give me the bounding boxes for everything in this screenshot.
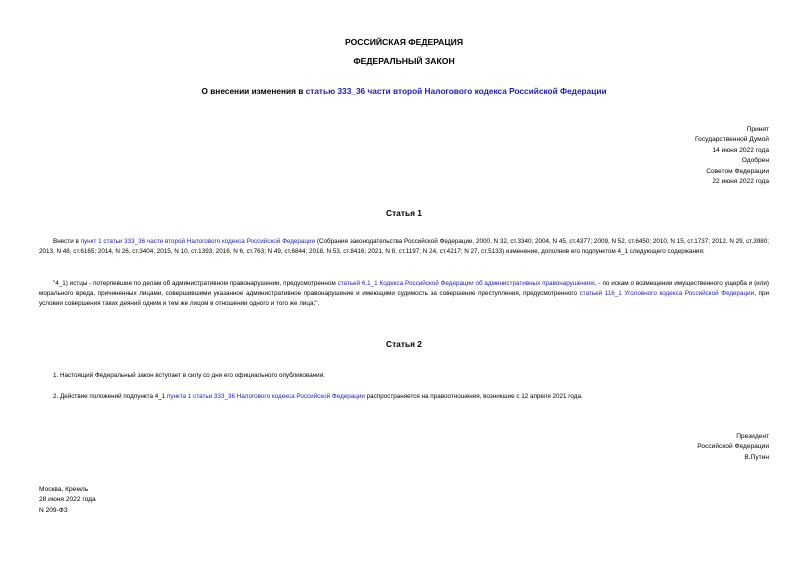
- paragraph-text: , при условии совершения таких деяний одним и тем же лицом в отношении одного и того же лица;".: [39, 289, 769, 307]
- paragraph-text: , - по искам о возмещении имущественного ущерба и (или) морального вреда, причиненных лицами, совершившими указанное административное правонарушение и имеющими судимость за совершение преступления, предусмотренного: [39, 280, 769, 297]
- adoption-line: 14 июня 2022 года: [712, 146, 769, 154]
- signer-line: Президент: [736, 433, 769, 440]
- adoption-line: Принят: [746, 126, 769, 133]
- criminal-code-link[interactable]: статьей 116_1 Уголовного кодекса Российской Федерации: [579, 289, 755, 297]
- title-article-link[interactable]: статью 333_36 части второй Налогового кодекса Российской Федерации: [305, 86, 607, 96]
- adoption-line: Одобрен: [741, 157, 769, 165]
- article-1-heading: Статья 1: [386, 208, 422, 218]
- document-country: РОССИЙСКАЯ ФЕДЕРАЦИЯ: [344, 37, 464, 47]
- document-law-type: ФЕДЕРАЛЬНЫЙ ЗАКОН: [353, 56, 455, 66]
- article-1-paragraph-2: [39, 279, 769, 308]
- article-2-paragraph-2: [39, 392, 769, 402]
- signer-line: Российской Федерации: [697, 443, 769, 451]
- date-line: 28 июня 2022 года: [39, 496, 96, 504]
- adoption-line: Советом Федерации: [706, 167, 769, 175]
- adoption-block: [695, 125, 769, 187]
- place-date-block: [39, 485, 96, 516]
- paragraph-text: распространяется на правоотношения, возникшие с 12 апреля 2021 года.: [364, 393, 583, 400]
- tax-code-article-link[interactable]: пункта 1 статьи 333_36 Налогового кодекса Российской Федерации: [167, 393, 365, 400]
- document-title-prefix: О внесении изменения в: [201, 86, 306, 96]
- adoption-line: Государственной Думой: [695, 136, 769, 144]
- adoption-line: 22 июня 2022 года: [712, 178, 769, 186]
- tax-code-clause-link[interactable]: пункт 1 статьи 333_36 части второй Налогового кодекса Российской Федерации: [80, 238, 316, 245]
- paragraph-text: (Собрание законодательства Российской Федерации, 2000, N 32, ст.3340; 2004, N 45, ст.4377; 2009, N 52, ст.6450; 2010, N 15, ст.1737; 2012, N 29, ст.3980; 2013, N 48, ст.6165; 2014, N 26, ст.3404; 2015, N 10, ст.1393; 2016, N 6, ст.763; N 49, ст.6844; 2018, N 53, ст.8416; 2021, N 8, ст.1197; N 24, ст.4217; N 27, ст.5133) изменение, дополнив его подпунктом 4_1 следующего содержания:: [39, 238, 769, 255]
- article-2-paragraph-1: 1. Настоящий Федеральный закон вступает в силу со дня его официального опубликования.: [53, 372, 325, 379]
- article-2-heading: Статья 2: [386, 339, 422, 349]
- signer-block: [697, 432, 769, 463]
- paragraph-text: "4_1) истцы - потерпевшие по делам об административном правонарушении, предусмотренном: [53, 280, 338, 287]
- paragraph-text: 2. Действие положений подпункта 4_1: [53, 393, 167, 400]
- administrative-code-link[interactable]: статьей 6.1_1 Кодекса Российской Федерации об административных правонарушениях: [337, 280, 595, 287]
- place-line: Москва, Кремль: [39, 486, 89, 493]
- article-1-paragraph-1: [39, 237, 769, 257]
- document-title: [39, 86, 769, 96]
- signer-name: В.Путин: [744, 453, 769, 461]
- law-number: N 209-ФЗ: [39, 506, 68, 514]
- paragraph-text: Внести в: [53, 238, 81, 245]
